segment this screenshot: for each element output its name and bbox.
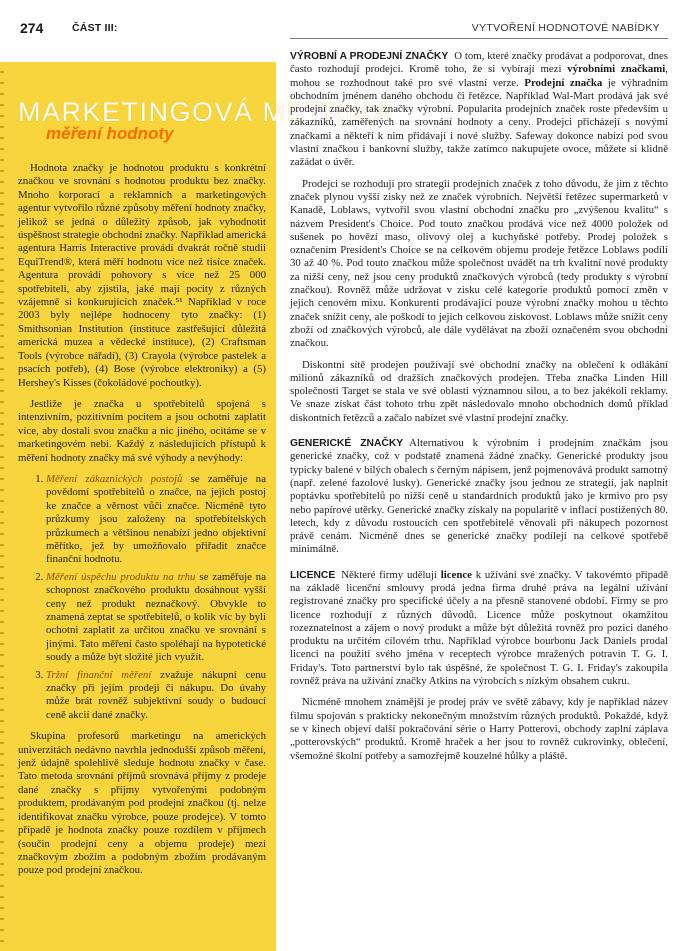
list-item-title: Měření úspěchu produktu na trhu [46,570,196,583]
sidebar-paragraph: Hodnota značky je hodnotou produktu s konkrétní značkou ve srovnání s hodnotou produktu bez značky. Mnoho korporací a reklamních a marketingových agentur vytvořilo různé způsoby měření hodnoty značky, jelikož se jedná o důležitý způsob, jak vyhodnotit úspěšnost strategie obchodní značky. Například americká agentura Harris Interactive provádí dvakrát ročně studii EquiTrend®, která měří hodnotu více než tisíce značek. Agentura provádí pohovory s více než 25 000 spotřebiteli, aby zjistila, jaké mají pocity z různých vzájemně si konkurujících značek.⁵¹ Například v roce 2003 byly nejlépe hodnoceny tyto značky: (1) Smithsonian Institution (instituce zastřešující důležitá americká muzea a vědecké instituce), (2) Craftsman Tools (výrobce nářadí), (3) Crayola (výrobce pastelek a psacích potřeb), (4) Bose (výrobce elektroniky) a (5) Hershey's Kisses (čokoládové pochoutky). [18,162,266,389]
list-item-title: Tržní finanční měření [46,668,152,681]
header-rule [290,38,668,39]
sidebar-text [18,162,266,886]
keyword: licence [440,568,472,581]
section-paragraph [290,437,668,557]
page-header [0,0,700,46]
text-run: je výhradním obchodním jménem daného obchodu či řetězce. Například Wal-Mart prodává jak své prodejní značky, tak značky výrobní. Popularita prodejních značek roste především u zákazníků, zaměřených na srovnání hodnoty a ceny. Prodejci přicházejí s novými značkami a někteří k nim přidávají i nové služby. Safeway dokonce nabízí pod svou vlastní značkou i bankovní služby, takže zatímco nakupujete ovoce, můžete si klidně zažádat o úvěr. [290,76,669,169]
list-item [46,473,266,567]
list-item-text: zvažuje nákupní cenu značky při jejím prodeji či nákupu. Do úvahy může brát rovněž subjektivní soudy o budoucí ceně akcií dané značky. [46,668,266,721]
page-number: 274 [20,20,44,36]
list-item-text: se zaměřuje na schopnost značkového produktu dosáhnout vyšší ceny než produkt neznačkový. Obvykle to znamená zeptat se spotřebitelů, o kolik víc by byli ochotni zaplatit za určitou značku ve srovnání s jinými. Tato měření často spoléhají na hypotetické soudy a může být složité jich využít. [46,570,267,664]
keyword: výrobními značkami [567,63,666,76]
list-item [46,669,266,723]
sidebar-paragraph: Skupina profesorů marketingu na amerických univerzitách nedávno navrhla jednodušší způsob měření, jenž údajně spolehlivě sleduje hodnotu značky v čase. Tato metoda srovnání příjmů srovnává příjmy z prodeje dané značky s příjmy vytvořenými podobným produktem, prodávaným pod prodejní značkou (tj. nelze identifikovat značku výrobce, pouze prodejce). V tomto případě je hodnota značky pouze rozdílem v příjmech (součin prodejní ceny a objemu prodeje) mezi značkovým zbožím a podobným zbožím prodávaným pouze pod prodejní značkou. [18,730,266,877]
body-paragraph: Prodejci se rozhodují pro strategii prodejních značek z toho důvodu, že jim z těchto značek plynou vyšší zisky než ze značek výrobních. Největší řetězec supermarketů v Kanadě, Loblaws, vytvořil svou vlastní obchodní značku pro „zvýšenou kvalitu“ s názvem President's Choice. Pod touto značkou prodává více než 4000 položek od sušenek po hovězí maso, olivový olej a kuchyňské potřeby. Prodej položek s označením President's Choice se na celkovém objemu prodeje řetězce Loblaws podílí 30 až 40 %. Pod touto značkou může společnost uvádět na trh kvalitní nové produkty za nižší ceny, než jsou ceny produktů značkových výrobců (tedy produkty s výrobní značkou). Rovněž může udržovat v zisku celé kategorie produktů pomocí změn v jejich cenovém mixu. Konkurenti prodávající pouze výrobní značky mohou u těchto značek snížit ceny, ale poškodí to jejich celkovou ziskovost. Loblaws může snížit ceny zboží od značkových výrobců, ale dále vydělávat na zboží označeném svou obchodní značkou. [290,177,668,350]
section-heading: VÝROBNÍ A PRODEJNÍ ZNAČKY [290,51,449,62]
section-heading: LICENCE [290,569,336,581]
sidebar-subtitle: měření hodnoty [46,124,174,143]
part-label: ČÁST III: [72,22,118,34]
text-run: Alternativou k výrobním i prodejním značkám jsou generické značky, což v podstatě znamená žádné značky. Generické produkty jsou typicky balené v bílých obalech s černým nápisem, jenž pojmenovává produkt samotný (např. zelené fazolové lusky). Generické značky jsou jednou ze strategií, jak naplnit poptávku spotřebitelů po nižší ceně u standardních produktů jako je krmivo pro psy nebo papírové utěrky. Generické značky získaly na popularitě v inflací postižených 80. letech, kdy z důvodu rostoucích cen spotřebitelé věnovali při nákupech pozornost právě cenám. Nicméně dnes se generické značky podílejí na celkové spotřebě minimálně. [290,437,669,556]
sidebar-list [18,473,266,722]
section-paragraph [290,569,668,689]
list-item-title: Měření zákaznických postojů [46,472,183,485]
text-run: O tom, které značky prodávat a podporovat, dnes často rozhodují prodejci. Kromě toho, že si vybírají mezi [290,50,668,76]
text-run: k užívání své značky. V takovémto případě na základě licenční smlouvy prodá jedna firma druhé práva na legální užívání registrované značky pro specifické účely a na přesně stanovené období. Firmy se pro licence rozhodují z různých důvodů. Licence může poskytnout okamžitou rozeznatelnost a zájem o nový produkt a může být důležitá rovněž pro pozici daného produktu na určitém cílovém trhu. Například výrobce bourbonu Jack Daniels prodal licenci na použití svého jména v receptech výrobce mražených potravin T. G. I. Friday's. Toto partnerství bylo tak úspěšné, že společnost T. G. I. Friday's zakoupila rovněž práva na užívání značky Atkins na výrobcích s nízkým obsahem cukru. [290,568,668,688]
sidebar-edge-ticks [0,62,4,951]
body-paragraph: Diskontní sítě prodejen používají své obchodní značky na oblečení k odlákání milionů zákazníků od dražších značkových prodejen. Třeba značka Linden Hill společnosti Target se stala ve své oblasti významnou silou, a to bez jakékoli reklamy. Ve snaze získat část tohoto trhu zpět následovalo mnoho obchodních domů příklad diskontních řetězců a začalo nabízet své vlastní prodejní značky. [290,358,668,424]
sidebar-title: MARKETINGOVÁ METRIKA [18,97,394,127]
sidebar-paragraph: Jestliže je značka u spotřebitelů spojená s intenzivním, pozitivním pocitem a jsou ochotni zaplatit více, aby dostali svou značku a nic jiného, ocitáme se v marketingovém nebi. Každý z následujících přístupů k měření hodnoty značky má své výhody a nevýhody: [18,397,266,464]
text-run: Některé firmy udělují [341,568,441,581]
keyword: Prodejní značka [524,76,603,89]
list-item [46,571,266,665]
section-heading: GENERICKÉ ZNAČKY [290,438,404,450]
main-column [290,50,668,771]
running-title: VYTVOŘENÍ HODNOTOVÉ NABÍDKY [471,22,660,34]
list-item-text: se zaměřuje na povědomí spotřebitelů o značce, na jejich postoj ke značce a věrnost vůči značce. Nicméně tyto průzkumy jsou založeny na spotřebitelských průzkumech a většinou nenabízí jedno objektivní měřítko, jež by umožňovalo přiřadit značce finanční hodnotu. [46,472,266,566]
section-paragraph [290,50,668,170]
text-run: , mohou se rozhodnout také pro své vlastní verze. [290,63,668,89]
body-paragraph: Nicméně mnohem známější je prodej práv ve světě zábavy, kdy je například název filmu spojován s prakticky nekonečným množstvím různých produktů. Pokaždé, když se v kinech objeví další pokračování série o Harry Potterovi, obchody zaplní záplava „potterovských“ produktů. Kromě hraček a her jsou to rovněž cukrovinky, oblečení, všemožné školní potřeby a samozřejmě kouzelné hůlky a pláště. [290,696,668,762]
